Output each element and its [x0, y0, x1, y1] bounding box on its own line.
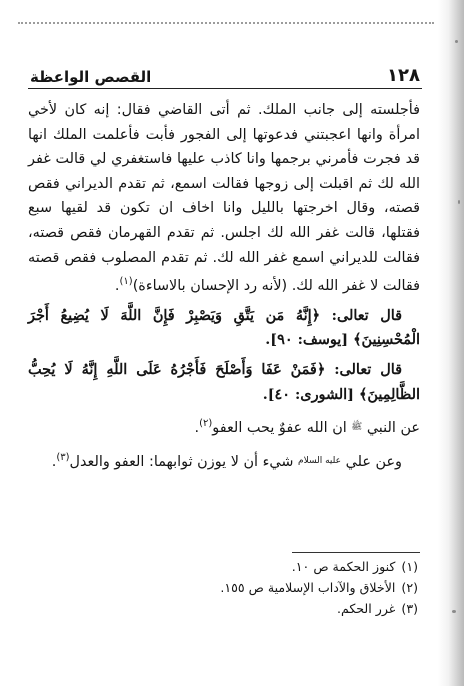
scan-speck	[452, 610, 456, 613]
paragraph-hadith-ali: وعن علي $^{عليه السلام}$ شيء أن لا يوزن ثوابهما: العفو والعدل$^{(٣)}$.	[51, 451, 402, 470]
footnote-item	[40, 556, 418, 577]
paragraph-hadith-prophet: عن النبي $^ﷺ$ ان الله عفوٌ يحب العفو$^{(٢)}$.	[194, 418, 420, 437]
footnote-text: الأخلاق والآداب الإسلامية ص ١٥٥.	[220, 580, 396, 595]
quran-verse: قال تعالى: ﴿فَمَنْ عَفَا وَأَصْلَحَ فَأَجْرُهُ عَلَى اللَّهِ إِنَّهُ لَا يُحِبُّ الظَّالِمِينَ﴾ [الشورى: ٤٠].	[28, 360, 420, 403]
paragraph-verse-yusuf	[28, 304, 420, 353]
footnote-item	[40, 598, 418, 619]
footnote-marker: (٣)	[56, 451, 70, 463]
quran-verse: قال تعالى: ﴿إِنَّهُ مَن يَتَّقِ وَيَصْبِرْ فَإِنَّ اللَّهَ لَا يُضِيعُ أَجْرَ الْمُحْسِنِينَ﴾ [يوسف: ٩٠].	[28, 306, 420, 349]
hadith-text: ان الله عفوٌ يحب العفو	[212, 420, 347, 437]
running-title: القصص الواعظة	[30, 68, 152, 86]
hadith-intro: وعن علي	[345, 453, 402, 470]
header-rule	[28, 88, 422, 89]
paragraph-text: فأجلسته إلى جانب الملك. ثم أتى القاضي فقال: إنه كان لأخي امرأة وانها اعجبتني فدعوتها إلى الفجور فأبت فأعلمت الملك انها قد فجرت فأمرني برجمها وانا كاذب عليها فاستغفري لي قالت غفر الله لك ثم اقبلت إلى زوجها فقالت اسمع، ثم تقدم الديراني فقص قصته، وقال اخرجتها بالليل وانا اخاف ان تكون قد لقيها سبع فقتلها، قالت غفر الله لك اجلس. ثم تقدم القهرمان فقص قصته، فقالت للديراني اسمع غفر الله لك. ثم تقدم المصلوب فقص قصته فقالت لا غفر الله لك. (لأنه رد الإحسان بالاساءة)	[28, 102, 420, 295]
footnote-number: (٢)	[401, 580, 418, 595]
hadith-intro: عن النبي	[366, 420, 420, 437]
page-header	[30, 60, 420, 86]
footnote-text: كنوز الحكمة ص ١٠.	[291, 559, 396, 574]
page-number: ١٢٨	[387, 65, 420, 86]
footnote-marker: (١)	[119, 276, 133, 288]
footnote-number: (٣)	[401, 601, 418, 616]
top-dotted-rule	[18, 22, 434, 24]
footnote-marker: (٢)	[199, 418, 213, 430]
paragraph-story: فأجلسته إلى جانب الملك. ثم أتى القاضي فقال: إنه كان لأخي امرأة وانها اعجبتني فدعوتها إلى الفجور فأبت فأعلمت الملك انها قد فجرت فأمرني برجمها وانا كاذب عليها فاستغفري لي قالت غفر الله لك ثم اقبلت إلى زوجها فقالت اسمع، ثم تقدم الديراني فقص قصته، وقال اخرجتها بالليل وانا اخاف ان تكون قد لقيها سبع فقتلها، قالت غفر الله لك اجلس. ثم تقدم القهرمان فقص قصته، فقالت للديراني اسمع غفر الله لك. ثم تقدم المصلوب فقص قصته فقالت لا غفر الله لك. (لأنه رد الإحسان بالاساءة)$^{(١)}$.	[28, 102, 420, 295]
scan-speck	[455, 40, 458, 43]
footnotes-list	[40, 556, 418, 619]
body-text	[28, 98, 420, 474]
hadith-text: شيء أن لا يوزن ثوابهما: العفو والعدل	[69, 453, 294, 470]
footnote-item	[40, 577, 418, 598]
alayhi-salam-honorific: عليه السلام	[298, 455, 341, 466]
salawat-honorific: ﷺ	[351, 422, 363, 433]
page-edge-shadow	[438, 0, 464, 686]
footnote-text: غرر الحكم.	[336, 601, 396, 616]
paragraph-verse-shura	[28, 358, 420, 407]
footnote-number: (١)	[401, 559, 418, 574]
footnote-separator	[292, 552, 420, 553]
scan-speck	[458, 200, 460, 204]
